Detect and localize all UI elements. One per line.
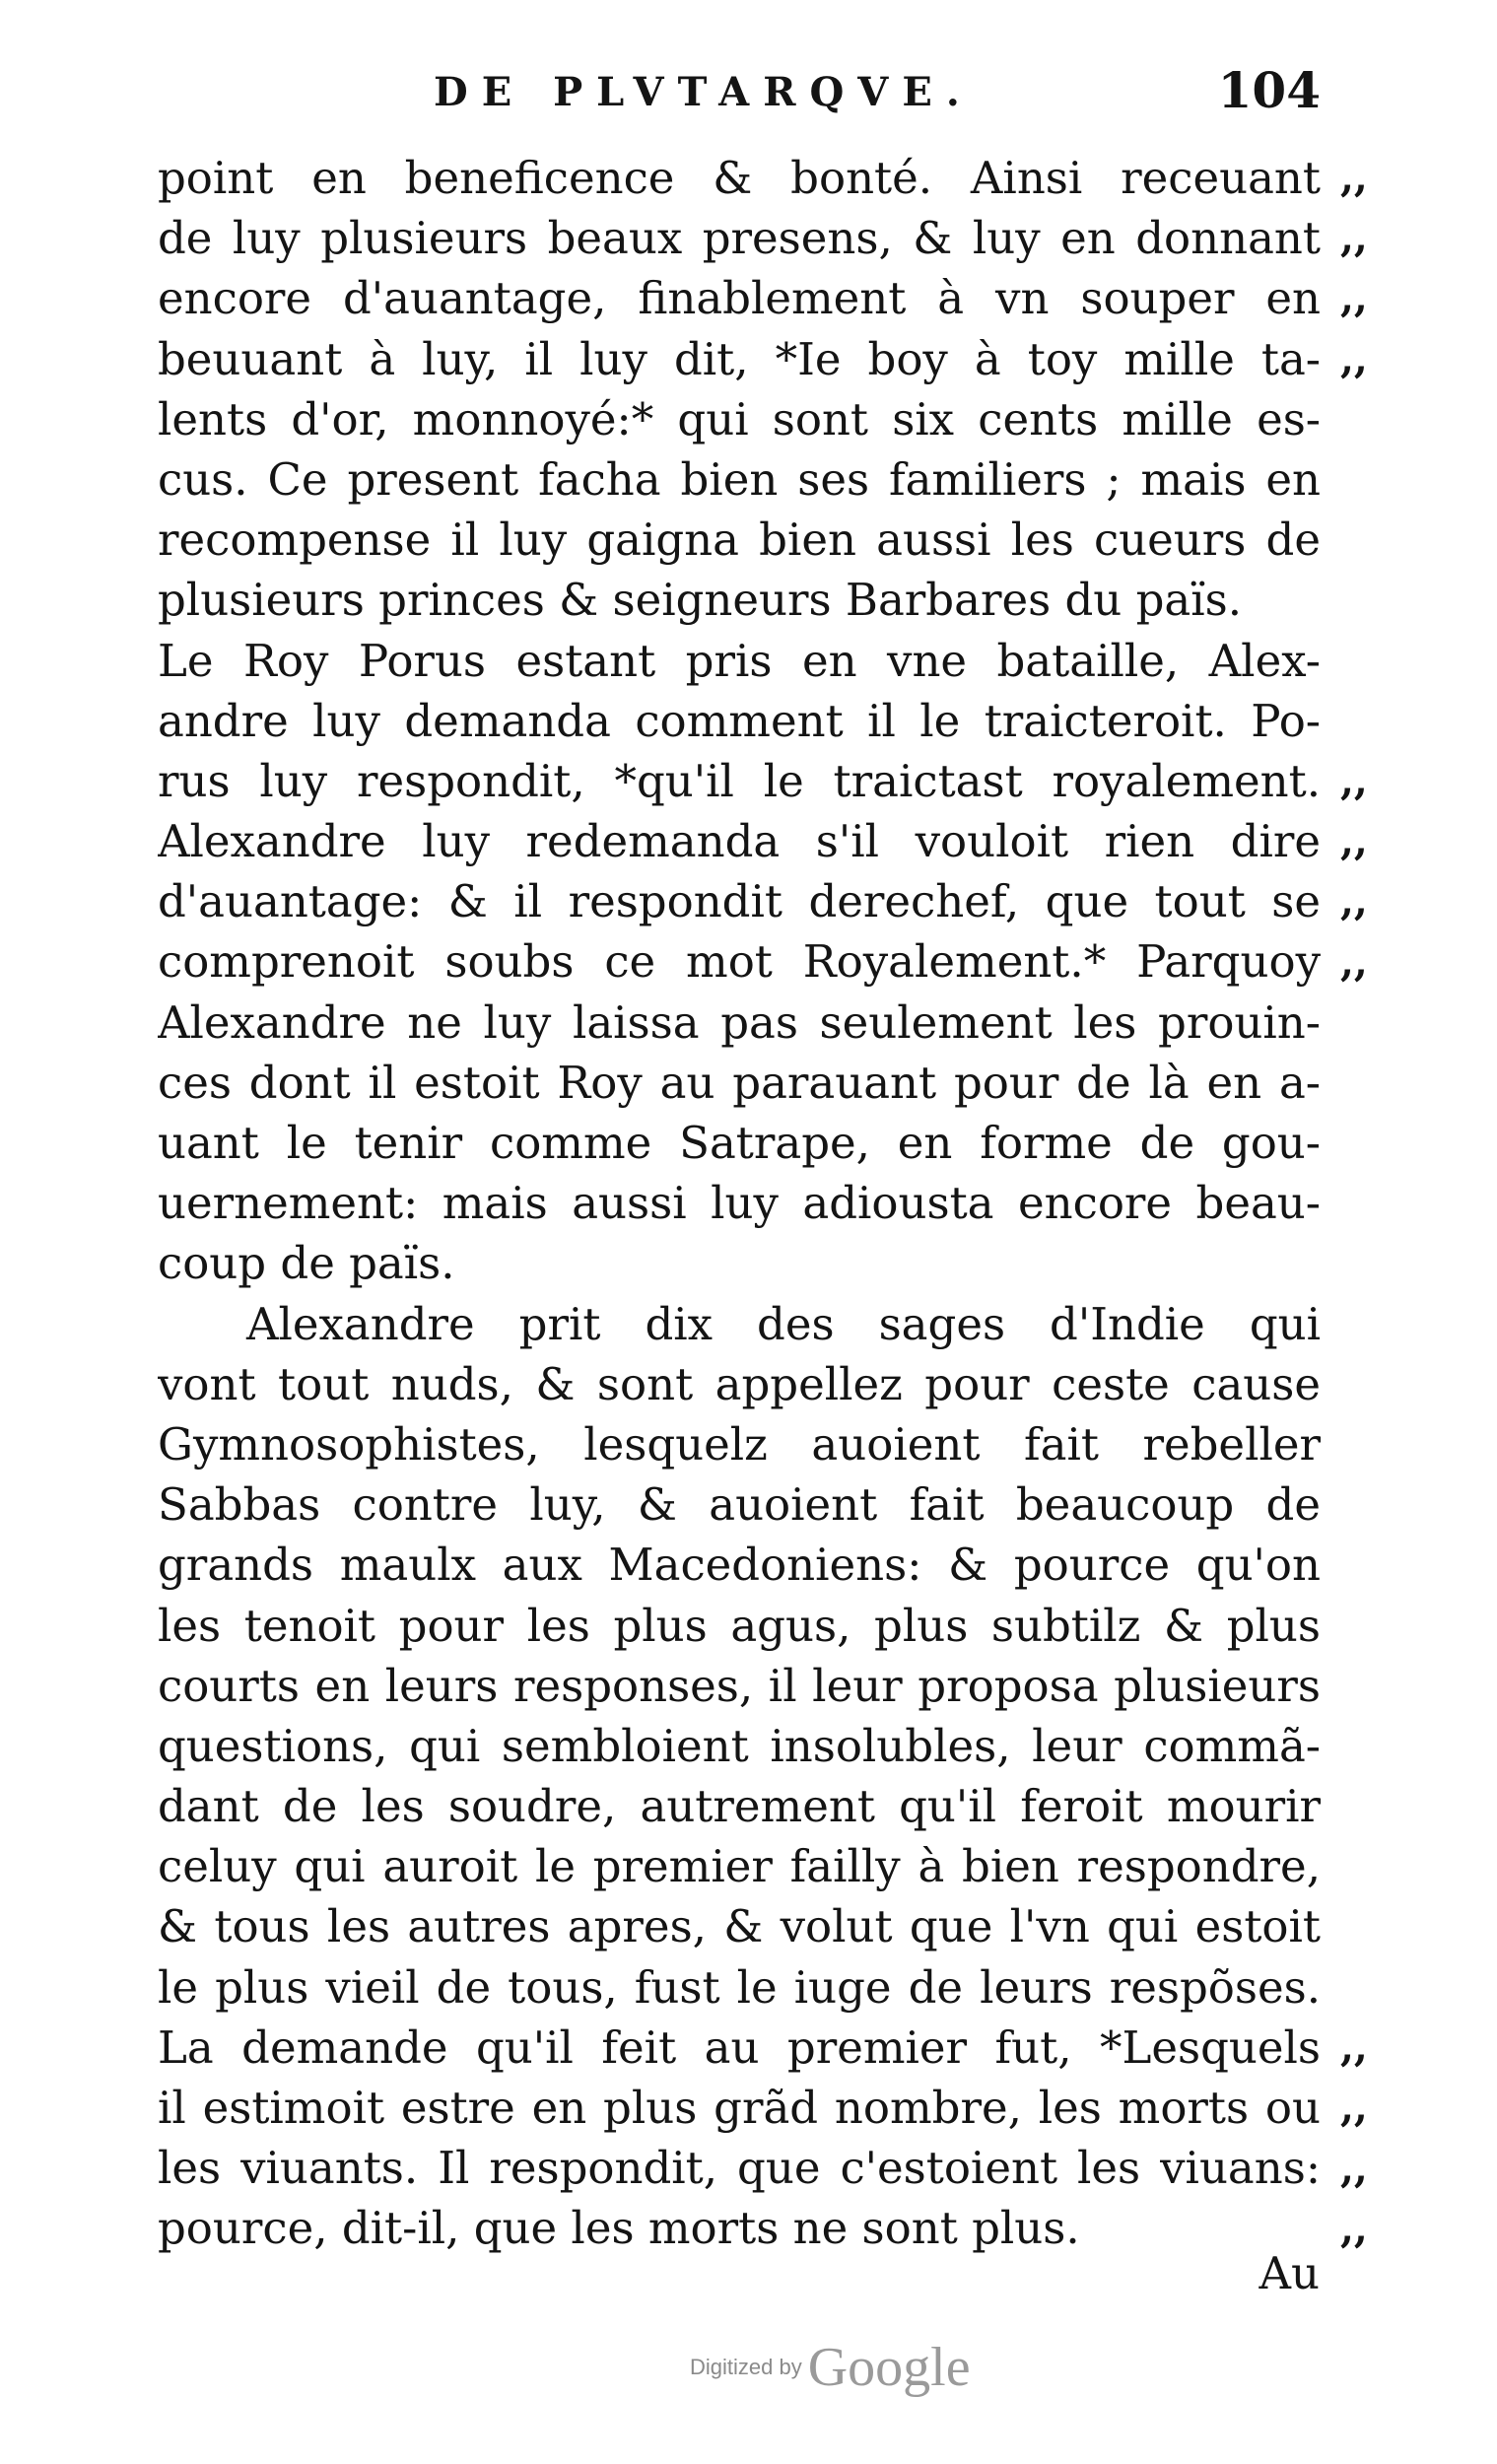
- text-line: lents d'or, monnoyé:* qui sont six cents mille es-: [158, 392, 1321, 445]
- text-line: il estimoit estre en plus grãd nombre, les morts ou: [158, 2082, 1321, 2134]
- quote-mark: ,,: [1340, 878, 1368, 924]
- text-line: vont tout nuds, & sont appellez pour ceste cause: [158, 1357, 1321, 1410]
- google-logo: Google: [807, 2337, 971, 2398]
- quote-mark: ,,: [1340, 758, 1368, 804]
- text-line: ces dont il estoit Roy au parauant pour de là en a-: [158, 1056, 1321, 1109]
- text-line: grands maulx aux Macedoniens: & pource qu'on: [158, 1539, 1321, 1592]
- text-line: courts en leurs responses, il leur proposa plusieurs: [158, 1659, 1321, 1712]
- text-line: Alexandre luy redemanda s'il vouloit rien dire: [158, 815, 1321, 868]
- text-line: recompense il luy gaigna bien aussi les cueurs de: [158, 513, 1321, 567]
- text-line: Alexandre ne luy laissa pas seulement les prouin-: [158, 995, 1321, 1049]
- page-header: [355, 61, 1340, 130]
- text-line: rus luy respondit, *qu'il le traictast royalement.: [158, 754, 1321, 807]
- quote-mark: ,,: [1340, 2085, 1368, 2131]
- text-line: andre luy demanda comment il le traicteroit. Po-: [158, 694, 1321, 747]
- text-line: encore d'auantage, finablement à vn souper en: [158, 272, 1321, 325]
- body-text: [158, 148, 1321, 2259]
- text-line: & tous les autres apres, & volut que l'vn qui estoit: [158, 1900, 1321, 1953]
- text-line: La demande qu'il feit au premier fut, *Lesquels: [158, 2020, 1321, 2074]
- quote-mark: ,,: [1340, 939, 1368, 986]
- quote-mark: ,,: [1340, 2206, 1368, 2252]
- quote-mark: ,,: [1340, 2024, 1368, 2071]
- quote-mark: ,,: [1340, 215, 1368, 261]
- quote-mark: ,,: [1340, 275, 1368, 321]
- text-line: cus. Ce present facha bien ses familiers ; mais en: [158, 452, 1321, 506]
- digitized-label: Digitized by: [690, 2355, 802, 2379]
- text-line: le plus vieil de tous, fust le iuge de leurs respõses.: [158, 1960, 1321, 2014]
- text-line: plusieurs princes & seigneurs Barbares du païs.: [158, 574, 1242, 627]
- text-line: point en beneficence & bonté. Ainsi receuant: [158, 152, 1321, 204]
- text-line: questions, qui sembloient insolubles, leur commã-: [158, 1719, 1321, 1772]
- running-head: DE PLVTARQVE.: [434, 69, 974, 115]
- quote-mark: ,,: [1340, 818, 1368, 864]
- catchword: Au: [1259, 2247, 1320, 2299]
- text-line: coup de païs.: [158, 1237, 455, 1290]
- text-line: Gymnosophistes, lesquelz auoient fait rebeller: [158, 1417, 1321, 1471]
- text-line: pource, dit-il, que les morts ne sont plus.: [158, 2202, 1080, 2255]
- text-line: les viuants. Il respondit, que c'estoient les viuans:: [158, 2142, 1321, 2195]
- text-line: Alexandre prit dix des sages d'Indie qui: [246, 1297, 1321, 1350]
- text-line: Le Roy Porus estant pris en vne bataille, Alex-: [158, 634, 1321, 687]
- text-line: d'auantage: & il respondit derechef, que tout se: [158, 875, 1321, 928]
- text-line: dant de les soudre, autrement qu'il feroit mourir: [158, 1780, 1321, 1833]
- text-line: celuy qui auroit le premier failly à bien respondre,: [158, 1840, 1321, 1893]
- text-line: uernement: mais aussi luy adiousta encore beau-: [158, 1177, 1321, 1230]
- digitized-watermark: [690, 2336, 971, 2399]
- quote-mark: ,,: [1340, 155, 1368, 201]
- quote-mark: ,,: [1340, 2146, 1368, 2192]
- text-line: les tenoit pour les plus agus, plus subtilz & plus: [158, 1599, 1321, 1652]
- text-line: beuuant à luy, il luy dit, *Ie boy à toy mille ta-: [158, 332, 1321, 385]
- page-number: 104: [1217, 61, 1321, 119]
- text-line: comprenoit soubs ce mot Royalement.* Parquoy: [158, 935, 1321, 989]
- quote-mark: ,,: [1340, 336, 1368, 382]
- text-line: uant le tenir comme Satrape, en forme de gou-: [158, 1117, 1321, 1169]
- text-line: de luy plusieurs beaux presens, & luy en donnant: [158, 212, 1321, 265]
- text-line: Sabbas contre luy, & auoient fait beaucoup de: [158, 1478, 1321, 1532]
